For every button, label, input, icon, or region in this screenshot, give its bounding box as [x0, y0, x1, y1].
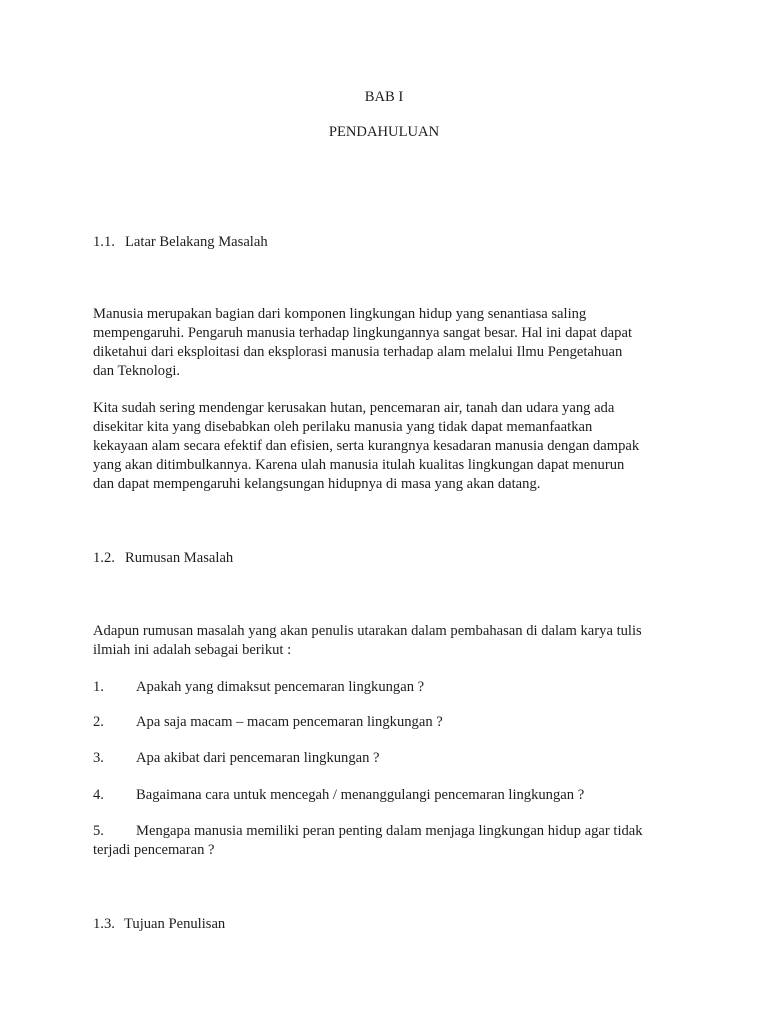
list-item-number: 2.: [93, 714, 104, 730]
paragraph-line: Adapun rumusan masalah yang akan penulis utarakan dalam pembahasan di dalam karya tulis: [93, 623, 642, 639]
paragraph-line: mempengaruhi. Pengaruh manusia terhadap lingkungannya sangat besar. Hal ini dapat dapat: [93, 325, 632, 341]
paragraph-line: dan dapat mempengaruhi kelangsungan hidupnya di masa yang akan datang.: [93, 476, 541, 492]
chapter-title: PENDAHULUAN: [328, 124, 440, 140]
section-number: 1.2.: [93, 550, 115, 566]
section-number: 1.1.: [93, 234, 115, 250]
list-item-text: Apa saja macam – macam pencemaran lingkungan ?: [136, 714, 443, 730]
list-item-text: Mengapa manusia memiliki peran penting dalam menjaga lingkungan hidup agar tidak: [136, 823, 643, 839]
list-item-number: 3.: [93, 750, 104, 766]
list-item: [0, 822, 768, 841]
paragraph-line: Manusia merupakan bagian dari komponen lingkungan hidup yang senantiasa saling: [93, 306, 587, 322]
paragraph: [93, 305, 632, 381]
list-item-text: Bagaimana cara untuk mencegah / menanggulangi pencemaran lingkungan ?: [136, 787, 585, 803]
list-item: [0, 713, 768, 732]
section-heading-tujuan-penulisan: [0, 915, 768, 934]
paragraph: [93, 399, 639, 494]
section-number: 1.3.: [93, 916, 115, 932]
list-item-number: 1.: [93, 679, 104, 695]
paragraph-line: ilmiah ini adalah sebagai berikut :: [93, 642, 292, 658]
paragraph-line: dan Teknologi.: [93, 363, 181, 379]
section-title: Rumusan Masalah: [125, 550, 234, 566]
paragraph-line: Kita sudah sering mendengar kerusakan hutan, pencemaran air, tanah dan udara yang ada: [93, 400, 615, 416]
list-item-number: 5.: [93, 823, 104, 839]
paragraph-line: kekayaan alam secara efektif dan efisien, serta kurangnya kesadaran manusia dengan dampak: [93, 438, 640, 454]
section-title: Latar Belakang Masalah: [125, 234, 268, 250]
section-heading-latar-belakang: [0, 233, 768, 252]
list-item: [0, 786, 768, 805]
section-heading-rumusan-masalah: [0, 549, 768, 568]
list-item-text: Apakah yang dimaksut pencemaran lingkungan ?: [136, 679, 425, 695]
paragraph-line: yang akan ditimbulkannya. Karena ulah manusia itulah kualitas lingkungan dapat menurun: [93, 457, 625, 473]
list-item: [0, 749, 768, 768]
list-item-number: 4.: [93, 787, 104, 803]
list-item-continuation: terjadi pencemaran ?: [93, 842, 215, 858]
paragraph-line: diketahui dari eksploitasi dan eksplorasi manusia terhadap alam melalui Ilmu Pengetahuan: [93, 344, 623, 360]
paragraph: [93, 622, 642, 660]
list-item: [0, 678, 768, 697]
list-item-text: Apa akibat dari pencemaran lingkungan ?: [136, 750, 380, 766]
chapter-label: BAB I: [364, 89, 404, 105]
paragraph-line: disekitar kita yang disebabkan oleh perilaku manusia yang tidak dapat memanfaatkan: [93, 419, 593, 435]
section-title: Tujuan Penulisan: [124, 916, 226, 932]
